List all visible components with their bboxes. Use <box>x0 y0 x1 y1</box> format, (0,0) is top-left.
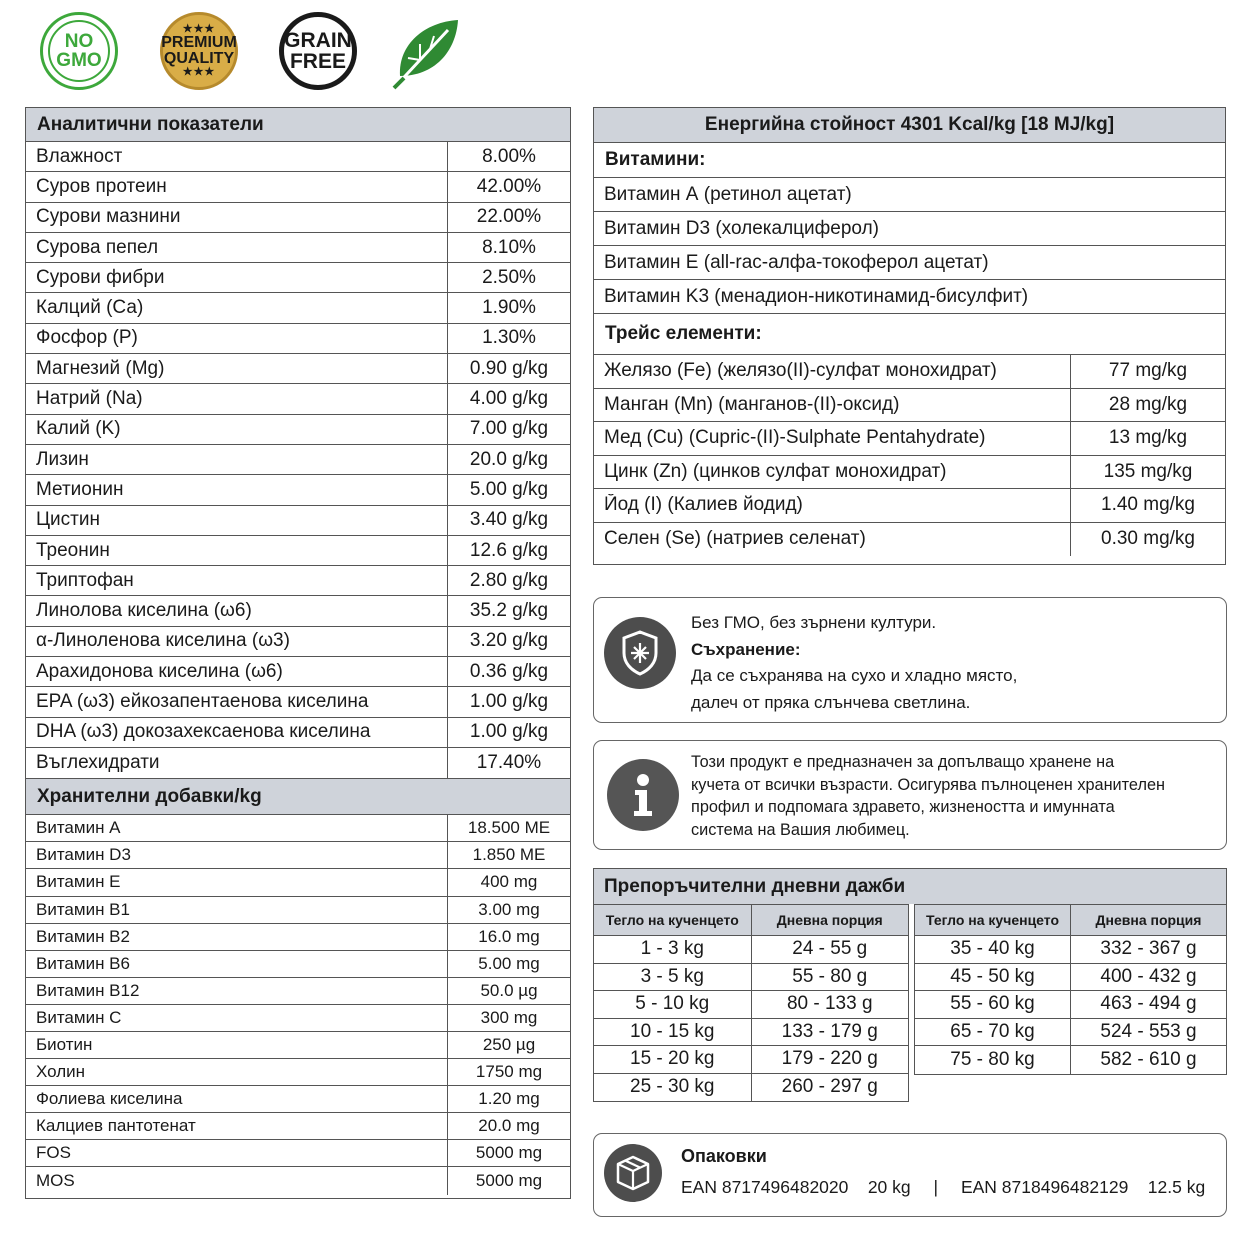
info-line: профил и подпомага здравето, жизнеността и имунната <box>691 798 1115 817</box>
table-row <box>26 506 570 536</box>
row-value: 1.00 g/kg <box>447 687 570 716</box>
row-value: 50.0 µg <box>447 978 570 1004</box>
row-value: 8.00% <box>447 142 570 171</box>
storage-line: Без ГМО, без зърнени култури. <box>691 613 937 632</box>
row-value: 1.30% <box>447 324 570 353</box>
row-value: 1.40 mg/kg <box>1070 489 1225 522</box>
packaging-line <box>681 1177 1205 1198</box>
row-label: DHA (ω3) докозахексаенова киселина <box>36 721 371 743</box>
table-row <box>26 263 570 293</box>
premium-quality-badge <box>160 12 238 90</box>
ean-2: EAN 8718496482129 <box>960 1177 1129 1197</box>
table-row <box>26 415 570 445</box>
shield-icon <box>604 617 676 689</box>
weight-cell: 55 - 60 kg <box>950 993 1035 1015</box>
row-label: Калциев пантотенат <box>36 1116 196 1136</box>
feeding-table-left <box>593 904 909 1102</box>
row-value: 28 mg/kg <box>1070 389 1225 422</box>
badge-text: NO <box>64 31 94 52</box>
row-label: Суров протеин <box>36 175 167 197</box>
row-value: 13 mg/kg <box>1070 422 1225 455</box>
row-value: 0.36 g/kg <box>447 657 570 686</box>
feeding-row <box>915 936 1226 964</box>
weight-cell: 15 - 20 kg <box>630 1048 715 1070</box>
portion-cell: 400 - 432 g <box>1070 964 1226 991</box>
portion-cell: 24 - 55 g <box>751 936 909 963</box>
feeding-row <box>594 991 908 1019</box>
ean-1: EAN 8717496482020 <box>681 1177 849 1197</box>
vitamin-row <box>594 178 1225 212</box>
portion-cell: 524 - 553 g <box>1070 1019 1226 1046</box>
analytic-table <box>25 107 571 1199</box>
table-row <box>26 815 570 842</box>
row-value: 400 mg <box>447 869 570 895</box>
weight-cell: 35 - 40 kg <box>950 938 1035 960</box>
feeding-row <box>594 964 908 992</box>
row-label: Триптофан <box>36 569 134 591</box>
row-label: Желязо (Fe) (желязо(II)-сулфат монохидрат) <box>604 360 997 382</box>
leaf-icon <box>390 14 462 90</box>
row-value: 5.00 mg <box>447 951 570 977</box>
row-label: Калий (K) <box>36 418 121 440</box>
row-value: 8.10% <box>447 233 570 262</box>
row-label: Витамин B1 <box>36 899 130 919</box>
feeding-row <box>915 964 1226 992</box>
row-label: Метионин <box>36 478 124 500</box>
feeding-row <box>594 1019 908 1047</box>
table-row <box>26 842 570 869</box>
storage-line: далеч от пряка слънчева светлина. <box>691 692 971 712</box>
energy-table <box>593 107 1226 565</box>
table-row <box>26 445 570 475</box>
table-row <box>594 456 1225 490</box>
row-label: Арахидонова киселина (ω6) <box>36 660 283 682</box>
grain-free-badge <box>279 12 357 90</box>
col-weight-header: Тегло на кученцето <box>926 912 1059 928</box>
table-row <box>26 475 570 505</box>
no-gmo-badge <box>40 12 118 90</box>
vitamin-row <box>594 246 1225 280</box>
row-label: EPA (ω3) ейкозапентаенова киселина <box>36 690 369 712</box>
table-row <box>26 657 570 687</box>
feeding-table-right <box>914 904 1227 1075</box>
portion-cell: 133 - 179 g <box>751 1019 909 1046</box>
row-label: Витамин Е <box>36 872 121 892</box>
row-value: 3.40 g/kg <box>447 506 570 535</box>
table-row <box>26 718 570 748</box>
row-label: α-Линоленова киселина (ω3) <box>36 630 290 652</box>
row-value: 250 µg <box>447 1032 570 1058</box>
row-label: Лизин <box>36 448 89 470</box>
row-label: FOS <box>36 1143 71 1163</box>
storage-line: Да се съхранява на сухо и хладно място, <box>691 666 1018 685</box>
feeding-row <box>915 991 1226 1019</box>
row-value: 0.90 g/kg <box>447 354 570 383</box>
row-label: Витамин B2 <box>36 926 130 946</box>
packaging-title: Опаковки <box>681 1146 767 1166</box>
row-label: Влажност <box>36 145 123 167</box>
weight-cell: 1 - 3 kg <box>640 938 704 960</box>
weight-cell: 75 - 80 kg <box>950 1048 1035 1070</box>
row-label: Магнезий (Mg) <box>36 357 165 379</box>
table-row <box>26 1032 570 1059</box>
row-label: Сурови мазнини <box>36 206 181 228</box>
weight-cell: 10 - 15 kg <box>630 1020 715 1042</box>
feeding-row <box>594 1074 908 1102</box>
row-value: 3.00 mg <box>447 897 570 923</box>
product-info-box <box>593 740 1227 850</box>
table-row <box>594 422 1225 456</box>
row-label: Цистин <box>36 509 100 531</box>
feeding-title: Препоръчителни дневни дажби <box>593 868 1227 904</box>
table-row <box>594 489 1225 523</box>
box-icon <box>604 1144 662 1202</box>
row-value: 5.00 g/kg <box>447 475 570 504</box>
row-label: Селен (Se) (натриев селенат) <box>604 528 866 550</box>
col-portion-header: Дневна порция <box>751 905 909 935</box>
row-value: 35.2 g/kg <box>447 596 570 625</box>
row-value: 2.80 g/kg <box>447 566 570 595</box>
storage-title: Съхранение: <box>691 639 801 659</box>
size-2: 12.5 kg <box>1147 1177 1206 1197</box>
row-value: 0.30 mg/kg <box>1070 523 1225 557</box>
row-label: Витамин C <box>36 1007 122 1027</box>
row-label: Сурови фибри <box>36 266 165 288</box>
portion-cell: 179 - 220 g <box>751 1046 909 1073</box>
table-row <box>26 1167 570 1194</box>
table-row <box>26 233 570 263</box>
row-value: 16.0 mg <box>447 924 570 950</box>
table-row <box>26 748 570 778</box>
row-label: Биотин <box>36 1035 93 1055</box>
row-value: 1750 mg <box>447 1059 570 1085</box>
col-portion-header: Дневна порция <box>1070 905 1226 935</box>
row-value: 17.40% <box>447 748 570 778</box>
weight-cell: 25 - 30 kg <box>630 1076 715 1098</box>
row-label: Йод (I) (Калиев йодид) <box>604 494 803 516</box>
table-row <box>26 354 570 384</box>
row-label: Сурова пепел <box>36 236 159 258</box>
row-label: Мед (Cu) (Cupric-(II)-Sulphate Pentahydrate) <box>604 427 986 449</box>
row-label: Витамин B12 <box>36 980 140 1000</box>
row-label: Витамин А <box>36 818 121 838</box>
vitamin-label: Витамин А (ретинол ацетат) <box>604 183 852 205</box>
portion-cell: 332 - 367 g <box>1070 936 1226 963</box>
trace-title: Трейс елементи: <box>594 314 1225 355</box>
row-label: MOS <box>36 1171 75 1190</box>
feeding-row <box>594 1046 908 1074</box>
packaging-box <box>593 1133 1227 1217</box>
table-row <box>26 596 570 626</box>
row-value: 20.0 mg <box>447 1113 570 1139</box>
row-value: 1.20 mg <box>447 1086 570 1112</box>
row-value: 4.00 g/kg <box>447 384 570 413</box>
row-label: Цинк (Zn) (цинков сулфат монохидрат) <box>604 460 947 482</box>
row-label: Холин <box>36 1062 86 1082</box>
weight-cell: 5 - 10 kg <box>635 993 710 1015</box>
row-value: 135 mg/kg <box>1070 456 1225 489</box>
badge-text: GRAIN <box>284 29 352 52</box>
table-row <box>26 384 570 414</box>
energy-title: Енергийна стойност 4301 Kcal/kg [18 MJ/kg] <box>594 108 1225 143</box>
table-row <box>26 324 570 354</box>
vitamin-label: Витамин D3 (холекалциферол) <box>604 217 879 239</box>
feeding-row <box>915 1046 1226 1074</box>
row-value: 77 mg/kg <box>1070 355 1225 388</box>
table-row <box>26 627 570 657</box>
row-label: Калций (Са) <box>36 297 144 319</box>
row-label: Фосфор (P) <box>36 327 138 349</box>
row-value: 1.00 g/kg <box>447 718 570 747</box>
table-row <box>26 293 570 323</box>
weight-cell: 3 - 5 kg <box>640 965 704 987</box>
table-row <box>26 978 570 1005</box>
row-label: Манган (Mn) (манганов-(II)-оксид) <box>604 393 900 415</box>
col-weight-header: Тегло на кученцето <box>605 912 739 928</box>
vitamin-row <box>594 212 1225 246</box>
separator: | <box>933 1177 939 1197</box>
row-label: Витамин D3 <box>36 845 131 865</box>
vitamin-row <box>594 280 1225 314</box>
row-label: Треонин <box>36 539 110 561</box>
vitamin-label: Витамин K3 (менадион-никотинамид-бисулфит) <box>604 285 1029 307</box>
portion-cell: 55 - 80 g <box>751 964 909 991</box>
table-row <box>26 1005 570 1032</box>
badge-text: QUALITY <box>163 50 235 67</box>
row-value: 5000 mg <box>447 1140 570 1166</box>
row-label: Фолиева киселина <box>36 1089 183 1109</box>
row-value: 42.00% <box>447 172 570 201</box>
table-row <box>26 687 570 717</box>
vitamins-title: Витамини: <box>594 143 1225 178</box>
table-row <box>26 951 570 978</box>
table-row <box>26 869 570 896</box>
table-row <box>26 1140 570 1167</box>
row-value: 18.500 МЕ <box>447 815 570 841</box>
info-icon <box>607 759 679 831</box>
table-row <box>26 1113 570 1140</box>
info-line: система на Вашия любимец. <box>691 820 910 839</box>
badge-text: FREE <box>289 50 346 73</box>
portion-cell: 260 - 297 g <box>751 1074 909 1102</box>
additives-title: Хранителни добавки/kg <box>26 778 570 815</box>
table-row <box>26 536 570 566</box>
row-value: 1.90% <box>447 293 570 322</box>
row-label: Въглехидрати <box>36 752 160 774</box>
portion-cell: 463 - 494 g <box>1070 991 1226 1018</box>
table-row <box>26 924 570 951</box>
row-label: Натрий (Na) <box>36 388 143 410</box>
analytic-title: Аналитични показатели <box>26 108 570 142</box>
row-value: 20.0 g/kg <box>447 445 570 474</box>
table-row <box>26 897 570 924</box>
storage-box <box>593 597 1227 723</box>
table-row <box>26 203 570 233</box>
stars-icon: ★★★ <box>182 66 216 78</box>
size-1: 20 kg <box>867 1177 911 1197</box>
badge-text: PREMIUM <box>161 34 237 51</box>
table-row <box>594 523 1225 557</box>
row-value: 300 mg <box>447 1005 570 1031</box>
stars-icon: ★★★ <box>182 23 216 35</box>
table-row <box>26 142 570 172</box>
table-row <box>594 389 1225 423</box>
table-row <box>26 566 570 596</box>
weight-cell: 65 - 70 kg <box>950 1020 1035 1042</box>
row-label: Линолова киселина (ω6) <box>36 600 252 622</box>
portion-cell: 582 - 610 g <box>1070 1046 1226 1074</box>
info-line: кучета от всички възрасти. Осигурява пълноценен хранителен <box>691 775 1165 794</box>
row-value: 7.00 g/kg <box>447 415 570 444</box>
row-value: 22.00% <box>447 203 570 232</box>
table-row <box>594 355 1225 389</box>
badge-text: GMO <box>56 50 102 71</box>
feeding-row <box>594 936 908 964</box>
row-label: Витамин B6 <box>36 953 130 973</box>
info-line: Този продукт е предназначен за допълващо хранене на <box>691 753 1115 771</box>
row-value: 1.850 МЕ <box>447 842 570 868</box>
table-row <box>26 1059 570 1086</box>
weight-cell: 45 - 50 kg <box>950 965 1035 987</box>
row-value: 2.50% <box>447 263 570 292</box>
row-value: 5000 mg <box>447 1167 570 1194</box>
table-row <box>26 1086 570 1113</box>
row-value: 12.6 g/kg <box>447 536 570 565</box>
vitamin-label: Витамин Е (all-rac-алфа-токоферол ацетат) <box>604 251 989 273</box>
feeding-row <box>915 1019 1226 1047</box>
row-value: 3.20 g/kg <box>447 627 570 656</box>
portion-cell: 80 - 133 g <box>751 991 909 1018</box>
table-row <box>26 172 570 202</box>
